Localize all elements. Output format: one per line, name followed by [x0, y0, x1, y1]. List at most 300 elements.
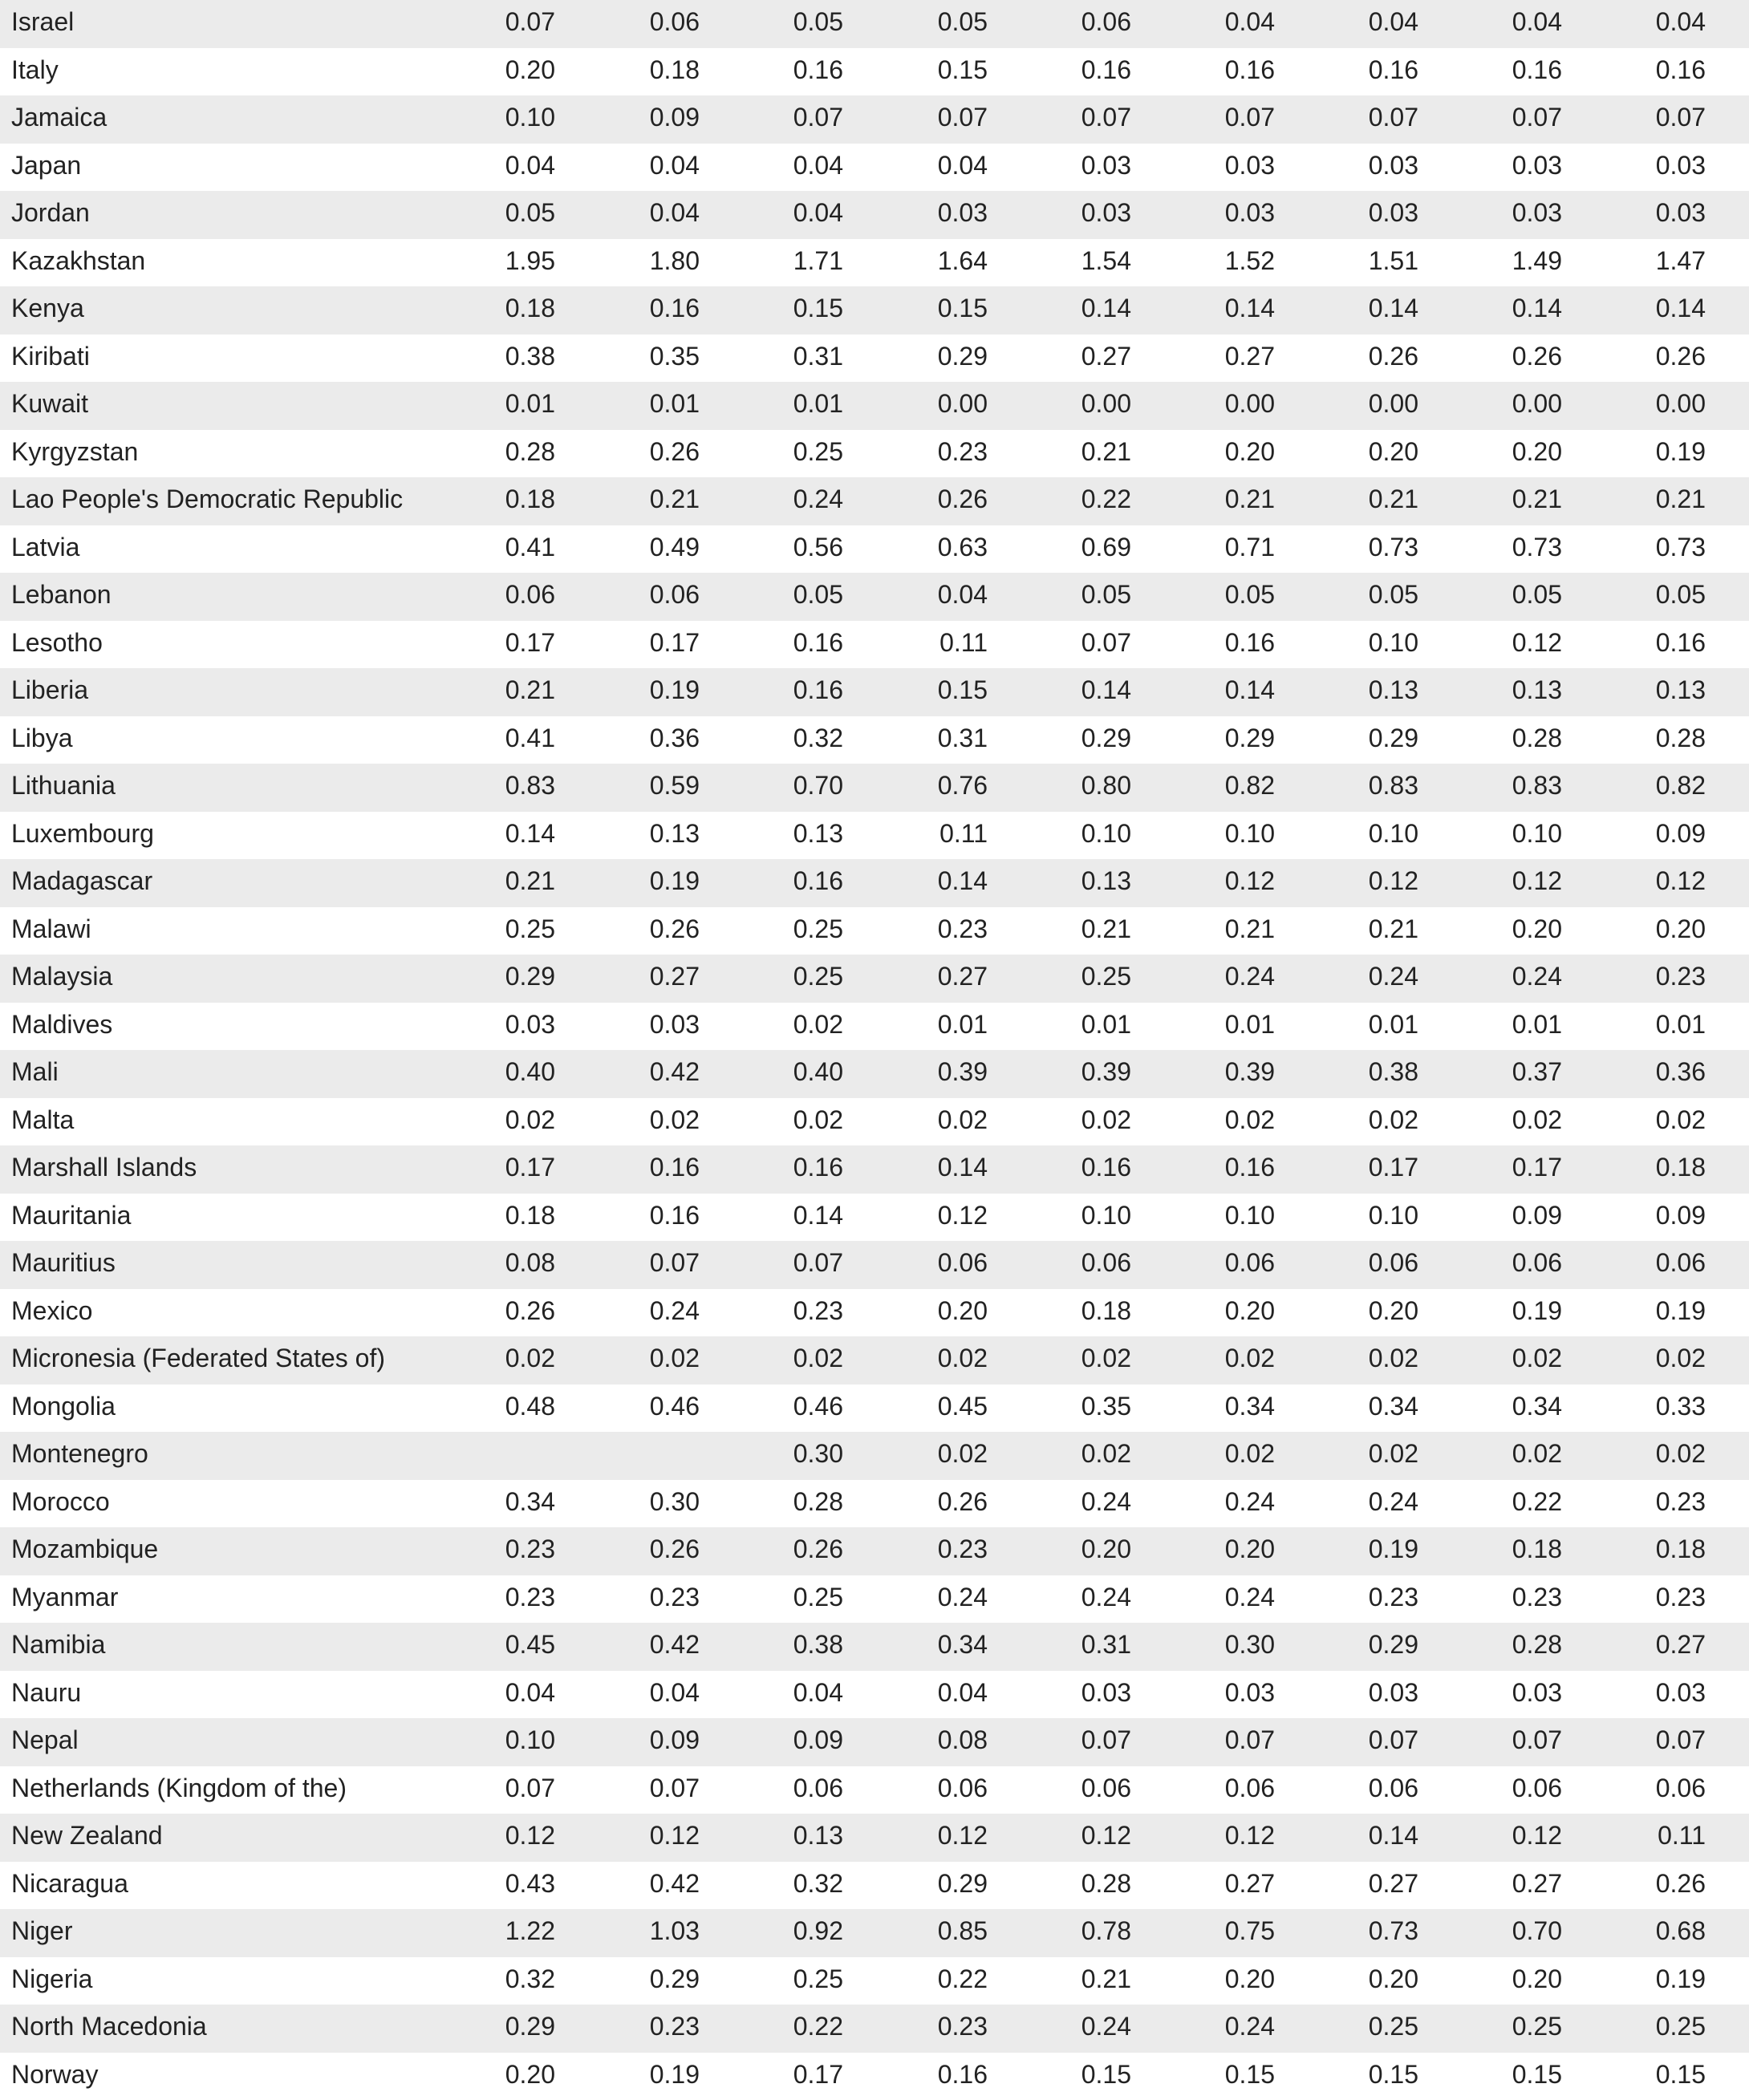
value-cell: 0.21 — [563, 477, 700, 525]
value-cell: 1.49 — [1426, 239, 1562, 287]
value-cell: 0.19 — [1282, 1527, 1418, 1575]
value-cell: 0.07 — [995, 621, 1131, 669]
value-cell: 0.15 — [1426, 2053, 1562, 2100]
country-name: Nigeria — [11, 1957, 493, 2005]
value-cell: 0.14 — [1138, 668, 1275, 716]
value-cell: 0.03 — [1282, 191, 1418, 239]
value-cell: 0.13 — [995, 859, 1131, 907]
country-name: Marshall Islands — [11, 1145, 493, 1194]
country-name: Lao People's Democratic Republic — [11, 477, 493, 525]
table-row — [0, 525, 1749, 574]
value-cell: 0.14 — [851, 1145, 988, 1194]
value-cell: 0.02 — [995, 1098, 1131, 1146]
value-cell: 0.83 — [419, 764, 555, 812]
value-cell: 0.20 — [419, 2053, 555, 2100]
value-cell: 0.23 — [851, 430, 988, 478]
value-cell: 0.27 — [1138, 334, 1275, 383]
country-name: Jamaica — [11, 95, 493, 144]
value-cell: 0.26 — [563, 907, 700, 955]
value-cell: 0.19 — [1569, 1957, 1706, 2005]
value-cell: 0.16 — [1569, 48, 1706, 96]
value-cell: 0.71 — [1138, 525, 1275, 574]
value-cell: 0.15 — [851, 668, 988, 716]
value-cell: 0.07 — [1426, 95, 1562, 144]
value-cell: 0.00 — [1138, 382, 1275, 430]
value-cell: 0.76 — [851, 764, 988, 812]
value-cell: 0.25 — [707, 907, 843, 955]
value-cell: 0.24 — [707, 477, 843, 525]
value-cell: 0.11 — [1569, 1814, 1706, 1862]
value-cell: 0.25 — [995, 955, 1131, 1003]
value-cell: 0.42 — [563, 1050, 700, 1098]
value-cell: 0.42 — [563, 1623, 700, 1671]
value-cell: 0.06 — [1138, 1766, 1275, 1814]
value-cell: 0.21 — [419, 668, 555, 716]
value-cell: 0.02 — [851, 1432, 988, 1480]
value-cell: 0.16 — [707, 621, 843, 669]
country-name: New Zealand — [11, 1814, 493, 1862]
table-row — [0, 1432, 1749, 1480]
value-cell: 0.09 — [707, 1718, 843, 1766]
value-cell: 0.14 — [995, 286, 1131, 334]
value-cell: 0.24 — [1282, 1480, 1418, 1528]
value-cell: 0.63 — [851, 525, 988, 574]
table-row — [0, 477, 1749, 525]
value-cell: 0.06 — [1569, 1766, 1706, 1814]
value-cell: 0.10 — [1138, 1194, 1275, 1242]
value-cell: 0.03 — [1569, 1671, 1706, 1719]
value-cell: 0.73 — [1282, 525, 1418, 574]
country-name: Lithuania — [11, 764, 493, 812]
value-cell: 0.11 — [851, 812, 988, 860]
country-name: Namibia — [11, 1623, 493, 1671]
value-cell: 0.02 — [1282, 1098, 1418, 1146]
value-cell: 0.25 — [1569, 2005, 1706, 2053]
value-cell: 0.12 — [1426, 1814, 1562, 1862]
value-cell: 0.13 — [1569, 668, 1706, 716]
value-cell: 0.73 — [1569, 525, 1706, 574]
value-cell: 0.28 — [707, 1480, 843, 1528]
value-cell: 0.06 — [851, 1766, 988, 1814]
value-cell: 0.24 — [851, 1575, 988, 1624]
value-cell: 0.29 — [851, 334, 988, 383]
value-cell: 0.38 — [419, 334, 555, 383]
value-cell: 0.12 — [1569, 859, 1706, 907]
value-cell: 0.13 — [707, 812, 843, 860]
value-cell: 0.26 — [1426, 334, 1562, 383]
value-cell: 0.06 — [995, 1766, 1131, 1814]
value-cell: 0.06 — [1282, 1766, 1418, 1814]
value-cell: 0.41 — [419, 716, 555, 764]
value-cell: 0.80 — [995, 764, 1131, 812]
country-name: Israel — [11, 0, 493, 48]
value-cell: 0.34 — [1426, 1384, 1562, 1433]
value-cell: 0.14 — [1569, 286, 1706, 334]
value-cell: 0.20 — [1282, 1289, 1418, 1337]
value-cell: 0.20 — [419, 48, 555, 96]
value-cell: 0.16 — [563, 1194, 700, 1242]
value-cell: 0.24 — [1426, 955, 1562, 1003]
value-cell: 0.31 — [851, 716, 988, 764]
table-row — [0, 430, 1749, 478]
value-cell: 0.17 — [419, 1145, 555, 1194]
country-name: Luxembourg — [11, 812, 493, 860]
value-cell: 0.06 — [1426, 1241, 1562, 1289]
value-cell: 0.15 — [851, 48, 988, 96]
value-cell: 0.46 — [563, 1384, 700, 1433]
value-cell: 1.71 — [707, 239, 843, 287]
value-cell: 0.21 — [1282, 477, 1418, 525]
value-cell: 0.73 — [1282, 1909, 1418, 1957]
value-cell: 0.09 — [563, 1718, 700, 1766]
value-cell: 0.10 — [1138, 812, 1275, 860]
value-cell: 0.07 — [1282, 1718, 1418, 1766]
value-cell: 0.04 — [1426, 0, 1562, 48]
value-cell: 0.26 — [563, 1527, 700, 1575]
value-cell: 0.04 — [563, 144, 700, 192]
table-row — [0, 286, 1749, 334]
value-cell: 0.26 — [851, 477, 988, 525]
value-cell: 0.39 — [1138, 1050, 1275, 1098]
value-cell: 0.06 — [419, 573, 555, 621]
value-cell: 0.73 — [1426, 525, 1562, 574]
value-cell: 0.68 — [1569, 1909, 1706, 1957]
value-cell: 0.23 — [1569, 955, 1706, 1003]
value-cell: 0.05 — [995, 573, 1131, 621]
value-cell: 0.14 — [1426, 286, 1562, 334]
value-cell: 0.03 — [1569, 144, 1706, 192]
value-cell: 0.28 — [995, 1862, 1131, 1910]
value-cell: 0.36 — [1569, 1050, 1706, 1098]
value-cell: 0.28 — [419, 430, 555, 478]
value-cell: 1.95 — [419, 239, 555, 287]
value-cell: 0.23 — [1282, 1575, 1418, 1624]
table-row — [0, 1145, 1749, 1194]
country-name: Micronesia (Federated States of) — [11, 1336, 493, 1384]
value-cell: 0.20 — [995, 1527, 1131, 1575]
value-cell: 0.19 — [563, 668, 700, 716]
value-cell: 0.18 — [1569, 1527, 1706, 1575]
value-cell: 0.21 — [1138, 907, 1275, 955]
value-cell: 0.29 — [1282, 716, 1418, 764]
value-cell: 0.17 — [419, 621, 555, 669]
value-cell: 0.38 — [707, 1623, 843, 1671]
value-cell — [563, 1432, 700, 1480]
value-cell: 0.27 — [1138, 1862, 1275, 1910]
value-cell: 0.20 — [851, 1289, 988, 1337]
value-cell: 0.45 — [851, 1384, 988, 1433]
value-cell: 0.32 — [707, 1862, 843, 1910]
value-cell: 0.12 — [995, 1814, 1131, 1862]
value-cell: 0.14 — [1282, 286, 1418, 334]
value-cell: 0.20 — [1426, 1957, 1562, 2005]
value-cell: 0.04 — [707, 144, 843, 192]
value-cell: 0.18 — [995, 1289, 1131, 1337]
value-cell: 0.13 — [707, 1814, 843, 1862]
value-cell: 0.01 — [1426, 1003, 1562, 1051]
table-row — [0, 191, 1749, 239]
value-cell: 0.05 — [1138, 573, 1275, 621]
value-cell: 0.02 — [1138, 1432, 1275, 1480]
value-cell: 0.06 — [851, 1241, 988, 1289]
value-cell: 0.02 — [851, 1336, 988, 1384]
value-cell: 0.14 — [851, 859, 988, 907]
value-cell: 0.27 — [851, 955, 988, 1003]
value-cell: 0.10 — [1282, 812, 1418, 860]
value-cell: 0.85 — [851, 1909, 988, 1957]
value-cell: 0.02 — [419, 1336, 555, 1384]
value-cell: 0.10 — [419, 1718, 555, 1766]
table-row — [0, 907, 1749, 955]
value-cell: 0.04 — [419, 1671, 555, 1719]
value-cell: 0.04 — [851, 573, 988, 621]
value-cell: 0.02 — [707, 1336, 843, 1384]
value-cell: 0.27 — [995, 334, 1131, 383]
value-cell: 0.82 — [1138, 764, 1275, 812]
value-cell: 0.00 — [1569, 382, 1706, 430]
table-row — [0, 144, 1749, 192]
value-cell: 0.23 — [707, 1289, 843, 1337]
value-cell: 1.52 — [1138, 239, 1275, 287]
value-cell: 0.03 — [563, 1003, 700, 1051]
value-cell: 0.02 — [1282, 1432, 1418, 1480]
value-cell: 0.15 — [851, 286, 988, 334]
value-cell: 0.56 — [707, 525, 843, 574]
country-name: Kyrgyzstan — [11, 430, 493, 478]
value-cell: 0.04 — [1138, 0, 1275, 48]
table-row — [0, 1766, 1749, 1814]
country-name: Madagascar — [11, 859, 493, 907]
country-name: Montenegro — [11, 1432, 493, 1480]
value-cell: 0.31 — [995, 1623, 1131, 1671]
value-cell: 1.51 — [1282, 239, 1418, 287]
value-cell: 0.29 — [563, 1957, 700, 2005]
value-cell: 0.01 — [851, 1003, 988, 1051]
value-cell: 0.25 — [1282, 2005, 1418, 2053]
value-cell: 0.23 — [1569, 1480, 1706, 1528]
value-cell: 0.06 — [1569, 1241, 1706, 1289]
value-cell: 0.07 — [419, 1766, 555, 1814]
value-cell: 0.21 — [995, 907, 1131, 955]
value-cell: 0.20 — [1138, 1289, 1275, 1337]
value-cell: 0.22 — [995, 477, 1131, 525]
value-cell: 0.09 — [1569, 812, 1706, 860]
value-cell: 0.29 — [1138, 716, 1275, 764]
table-row — [0, 1336, 1749, 1384]
value-cell: 0.42 — [563, 1862, 700, 1910]
value-cell: 0.29 — [1282, 1623, 1418, 1671]
value-cell: 0.20 — [1282, 1957, 1418, 2005]
value-cell: 0.24 — [1282, 955, 1418, 1003]
value-cell: 0.25 — [707, 955, 843, 1003]
country-name: Liberia — [11, 668, 493, 716]
value-cell: 0.70 — [1426, 1909, 1562, 1957]
country-name: Mauritania — [11, 1194, 493, 1242]
value-cell: 1.22 — [419, 1909, 555, 1957]
value-cell: 0.03 — [1426, 144, 1562, 192]
value-cell: 0.06 — [1426, 1766, 1562, 1814]
table-row — [0, 95, 1749, 144]
value-cell: 0.14 — [707, 1194, 843, 1242]
value-cell: 0.39 — [851, 1050, 988, 1098]
country-name: Mexico — [11, 1289, 493, 1337]
table-row — [0, 1862, 1749, 1910]
country-name: Morocco — [11, 1480, 493, 1528]
value-cell: 0.04 — [851, 144, 988, 192]
country-name: North Macedonia — [11, 2005, 493, 2053]
value-cell: 0.10 — [1282, 621, 1418, 669]
value-cell: 0.26 — [707, 1527, 843, 1575]
value-cell: 0.03 — [1282, 1671, 1418, 1719]
value-cell: 0.04 — [1282, 0, 1418, 48]
value-cell: 0.05 — [1426, 573, 1562, 621]
value-cell: 0.16 — [1426, 48, 1562, 96]
value-cell: 0.15 — [1282, 2053, 1418, 2100]
value-cell: 0.16 — [1138, 48, 1275, 96]
value-cell: 0.12 — [1282, 859, 1418, 907]
value-cell: 0.03 — [419, 1003, 555, 1051]
value-cell: 0.02 — [1569, 1432, 1706, 1480]
value-cell: 0.26 — [1569, 1862, 1706, 1910]
value-cell: 0.35 — [563, 334, 700, 383]
value-cell: 0.45 — [419, 1623, 555, 1671]
table-row — [0, 2005, 1749, 2053]
value-cell: 0.02 — [1282, 1336, 1418, 1384]
value-cell: 0.32 — [419, 1957, 555, 2005]
value-cell: 0.16 — [563, 286, 700, 334]
value-cell: 0.27 — [1426, 1862, 1562, 1910]
country-name: Niger — [11, 1909, 493, 1957]
value-cell: 0.43 — [419, 1862, 555, 1910]
value-cell: 0.36 — [563, 716, 700, 764]
value-cell: 0.10 — [419, 95, 555, 144]
value-cell: 0.28 — [1426, 716, 1562, 764]
table-row — [0, 1527, 1749, 1575]
value-cell: 0.06 — [995, 0, 1131, 48]
value-cell: 0.04 — [707, 191, 843, 239]
value-cell: 0.02 — [419, 1098, 555, 1146]
value-cell: 1.80 — [563, 239, 700, 287]
value-cell: 0.16 — [851, 2053, 988, 2100]
value-cell: 0.70 — [707, 764, 843, 812]
value-cell: 0.02 — [707, 1098, 843, 1146]
value-cell: 0.06 — [1138, 1241, 1275, 1289]
value-cell: 0.23 — [419, 1527, 555, 1575]
value-cell: 0.16 — [707, 48, 843, 96]
value-cell: 0.16 — [1138, 1145, 1275, 1194]
country-name: Mauritius — [11, 1241, 493, 1289]
value-cell: 0.05 — [1282, 573, 1418, 621]
value-cell: 0.22 — [851, 1957, 988, 2005]
value-cell: 0.23 — [1426, 1575, 1562, 1624]
value-cell: 1.54 — [995, 239, 1131, 287]
value-cell: 0.40 — [419, 1050, 555, 1098]
value-cell: 0.31 — [707, 334, 843, 383]
value-cell: 0.39 — [995, 1050, 1131, 1098]
value-cell: 0.15 — [707, 286, 843, 334]
value-cell: 0.19 — [1426, 1289, 1562, 1337]
value-cell: 0.30 — [707, 1432, 843, 1480]
country-name: Myanmar — [11, 1575, 493, 1624]
value-cell: 0.01 — [1138, 1003, 1275, 1051]
value-cell: 0.02 — [1569, 1336, 1706, 1384]
value-cell: 0.00 — [1282, 382, 1418, 430]
value-cell: 0.20 — [1138, 1957, 1275, 2005]
value-cell: 0.34 — [1138, 1384, 1275, 1433]
country-name: Kuwait — [11, 382, 493, 430]
value-cell: 0.03 — [851, 191, 988, 239]
value-cell: 0.08 — [851, 1718, 988, 1766]
value-cell: 0.07 — [851, 95, 988, 144]
value-cell: 0.24 — [995, 1480, 1131, 1528]
table-row — [0, 1098, 1749, 1146]
value-cell: 0.46 — [707, 1384, 843, 1433]
value-cell: 0.92 — [707, 1909, 843, 1957]
value-cell: 0.26 — [851, 1480, 988, 1528]
value-cell: 0.17 — [1282, 1145, 1418, 1194]
value-cell: 0.01 — [1282, 1003, 1418, 1051]
table-row — [0, 0, 1749, 48]
value-cell: 0.26 — [563, 430, 700, 478]
value-cell: 0.03 — [995, 144, 1131, 192]
value-cell: 0.13 — [1426, 668, 1562, 716]
value-cell: 1.64 — [851, 239, 988, 287]
country-name: Lesotho — [11, 621, 493, 669]
value-cell: 0.01 — [707, 382, 843, 430]
value-cell: 0.24 — [995, 2005, 1131, 2053]
value-cell: 0.16 — [995, 1145, 1131, 1194]
value-cell: 0.00 — [851, 382, 988, 430]
value-cell: 0.13 — [1282, 668, 1418, 716]
value-cell: 0.21 — [1282, 907, 1418, 955]
value-cell: 0.29 — [851, 1862, 988, 1910]
country-name: Malawi — [11, 907, 493, 955]
table-row — [0, 1003, 1749, 1051]
value-cell: 0.14 — [419, 812, 555, 860]
value-cell: 0.59 — [563, 764, 700, 812]
table-row — [0, 764, 1749, 812]
value-cell: 0.09 — [1569, 1194, 1706, 1242]
value-cell: 0.17 — [707, 2053, 843, 2100]
value-cell: 0.38 — [1282, 1050, 1418, 1098]
value-cell: 0.33 — [1569, 1384, 1706, 1433]
value-cell: 0.16 — [995, 48, 1131, 96]
value-cell: 0.16 — [707, 668, 843, 716]
table-row — [0, 1194, 1749, 1242]
value-cell: 0.05 — [707, 0, 843, 48]
value-cell: 0.41 — [419, 525, 555, 574]
value-cell: 0.10 — [995, 812, 1131, 860]
value-cell: 0.23 — [851, 1527, 988, 1575]
value-cell: 0.05 — [851, 0, 988, 48]
country-name: Italy — [11, 48, 493, 96]
table-row — [0, 1718, 1749, 1766]
value-cell: 0.16 — [1138, 621, 1275, 669]
table-row — [0, 382, 1749, 430]
value-cell: 0.37 — [1426, 1050, 1562, 1098]
country-name: Mozambique — [11, 1527, 493, 1575]
value-cell: 0.15 — [1569, 2053, 1706, 2100]
value-cell: 0.03 — [995, 191, 1131, 239]
value-cell: 0.04 — [1569, 0, 1706, 48]
value-cell: 0.03 — [1569, 191, 1706, 239]
value-cell: 0.07 — [1138, 1718, 1275, 1766]
value-cell: 0.07 — [995, 95, 1131, 144]
value-cell: 0.32 — [707, 716, 843, 764]
value-cell: 0.02 — [1426, 1336, 1562, 1384]
value-cell: 0.03 — [1426, 191, 1562, 239]
country-name: Nepal — [11, 1718, 493, 1766]
